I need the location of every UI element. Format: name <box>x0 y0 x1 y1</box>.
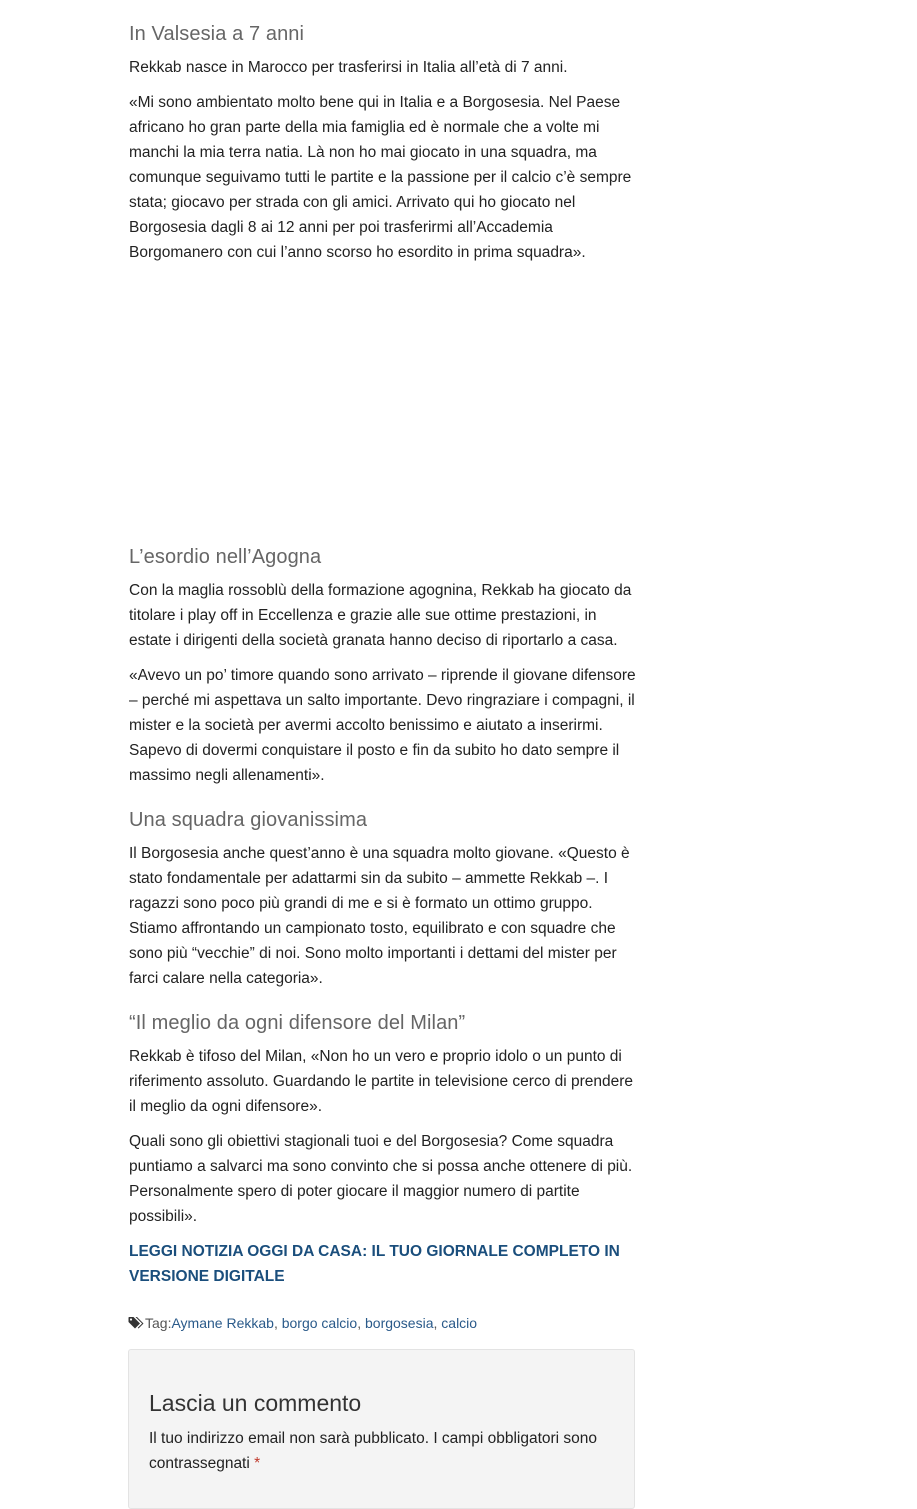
paragraph <box>129 663 639 788</box>
paragraph-text: «Avevo un po’ timore quando sono arrivato – riprende il giovane difensore – perché mi aspettava un salto importante. Devo ringraziare i compagni, il mister e la società per avermi accolto benissimo e aiutato a inserirmi. Sapevo di dovermi conquistare il posto e fin da subito ho dato sempre il massimo negli allenamenti». <box>129 667 636 784</box>
paragraph <box>129 55 639 80</box>
paragraph-text: Con la maglia rossoblù della formazione agognina, Rekkab ha giocato da titolare i play off in Eccellenza e grazie alle sue ottime prestazioni, in estate i dirigenti della società granata hanno deciso di riportarlo a casa. <box>129 582 632 649</box>
digital-edition-link[interactable]: LEGGI NOTIZIA OGGI DA CASA: IL TUO GIORNALE COMPLETO IN VERSIONE DIGITALE <box>129 1243 620 1285</box>
section-heading: Una squadra giovanissima <box>129 809 368 831</box>
paragraph <box>129 578 639 653</box>
comment-note <box>149 1426 619 1476</box>
tag-separator: , <box>433 1315 442 1331</box>
tag-link[interactable]: calcio <box>441 1315 478 1331</box>
section-heading: “Il meglio da ogni difensore del Milan” <box>129 1012 466 1034</box>
paragraph <box>129 90 639 265</box>
comment-form <box>128 1349 635 1509</box>
paragraph-text: Quali sono gli obiettivi stagionali tuoi e del Borgosesia? Come squadra puntiamo a salvarci ma sono convinto che si possa anche ottenere di più. Personalmente spero di poter giocare il maggior numero di partite possibili». <box>129 1133 633 1225</box>
section-valsesia <box>129 20 639 48</box>
paragraph-text: Il Borgosesia anche quest’anno è una squadra molto giovane. «Questo è stato fondamentale per adattarmi sin da subito – ammette Rekkab –. I ragazzi sono poco più grandi di me e si è formato un ottimo gruppo. Stiamo affrontando un campionato tosto, equilibrato e con squadre che sono più “vecchie” di noi. Sono molto importanti i dettami del mister per farci calare nella categoria». <box>129 845 630 987</box>
paragraph <box>129 1044 639 1119</box>
section-heading: L’esordio nell’Agogna <box>129 546 322 568</box>
paragraph <box>129 1129 639 1229</box>
section-milan <box>129 1009 639 1037</box>
tag-separator: , <box>273 1315 282 1331</box>
paragraph-text: Rekkab nasce in Marocco per trasferirsi in Italia all’età di 7 anni. <box>129 59 568 76</box>
section-squadra <box>129 806 639 834</box>
tags-icon <box>128 1315 145 1329</box>
comment-title: Lascia un commento <box>149 1390 362 1416</box>
required-mark: * <box>254 1455 261 1472</box>
paragraph-text: «Mi sono ambientato molto bene qui in Italia e a Borgosesia. Nel Paese africano ho gran parte della mia famiglia ed è normale che a volte mi manchi la mia terra natia. Là non ho mai giocato in una squadra, ma comunque seguivamo tutti le partite e la passione per il calcio c’è sempre stata; giocavo per strada con gli amici. Arrivato qui ho giocato nel Borgosesia dagli 8 ai 12 anni per poi trasferirmi all’Accademia Borgomanero con cui l’anno scorso ho esordito in prima squadra». <box>129 94 632 261</box>
section-esordio <box>129 543 639 571</box>
tag-link[interactable]: Aymane Rekkab <box>171 1315 274 1331</box>
section-heading: In Valsesia a 7 anni <box>129 23 305 45</box>
tags-label: Tag: <box>145 1315 172 1331</box>
tag-link[interactable]: borgosesia <box>365 1315 434 1331</box>
paragraph <box>129 841 639 991</box>
tag-separator: , <box>357 1315 365 1331</box>
tag-link[interactable]: borgo calcio <box>281 1315 358 1331</box>
promo <box>129 1239 639 1289</box>
comment-note-text: Il tuo indirizzo email non sarà pubblicato. I campi obbligatori sono contrassegnati <box>149 1430 598 1472</box>
tag-list <box>128 1313 638 1333</box>
paragraph-text: Rekkab è tifoso del Milan, «Non ho un vero e proprio idolo o un punto di riferimento assoluto. Guardando le partite in televisione cerco di prendere il meglio da ogni difensore». <box>129 1048 634 1115</box>
